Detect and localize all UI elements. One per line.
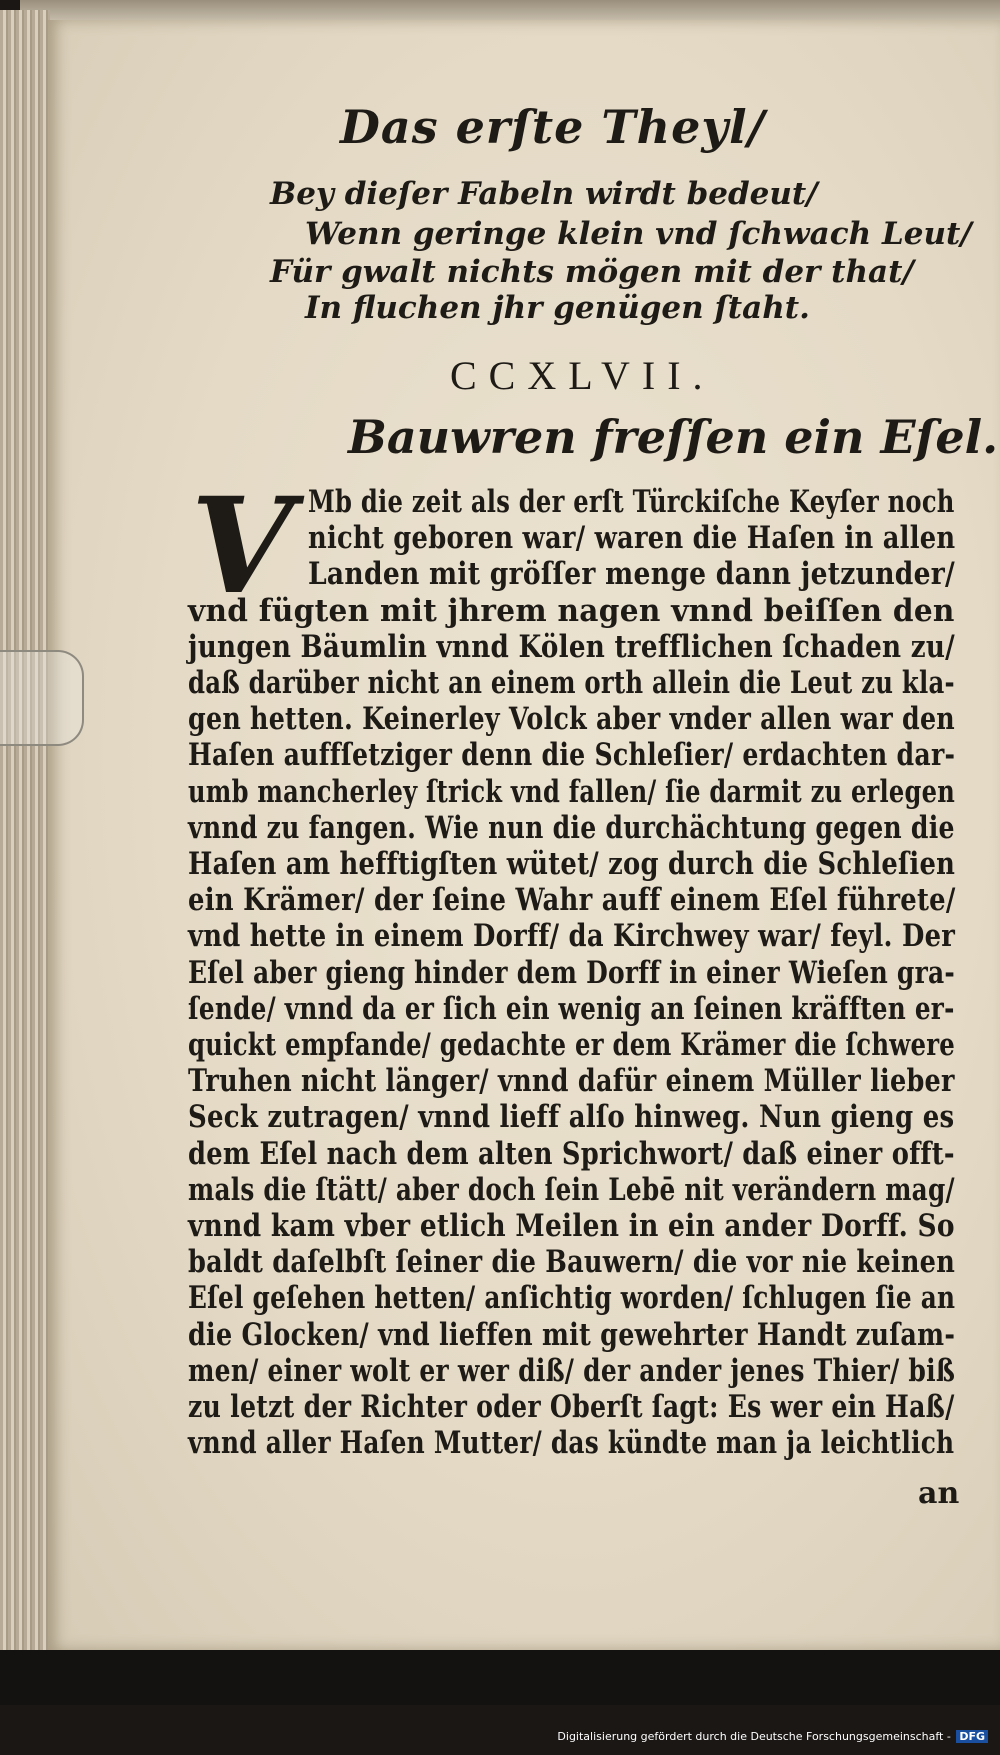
credit-text: Digitalisierung gefördert durch die Deutsche Forschungsgemeinschaft - xyxy=(557,1730,951,1743)
body-line: vnnd aller Haſen Mutter/ das kündte man ja leichtlich xyxy=(188,1425,955,1462)
body-line: jungen Bäumlin vnnd Kölen trefflichen ſchaden zu/ xyxy=(188,628,955,665)
decorated-initial: V xyxy=(190,469,294,624)
body-line: Haſen am hefftigſten wütet/ zog durch die Schleſien xyxy=(188,846,956,882)
body-line: dem Eſel nach dem alten Sprichwort/ daß einer offt- xyxy=(188,1135,955,1172)
body-line: vnd fügten mit jhrem nagen vnnd beiſſen den xyxy=(188,592,955,629)
catchword: an xyxy=(918,1476,960,1511)
body-line: quickt empfande/ gedachte er dem Krämer die ſchwere xyxy=(188,1027,956,1063)
body-line: vnnd zu fangen. Wie nun die durchächtung gegen die xyxy=(188,809,955,846)
verse-line-1: Bey dieſer Fabeln wirdt bedeut/ xyxy=(270,176,818,212)
body-line: ein Krämer/ der ſeine Wahr auff einem Eſel führete/ xyxy=(188,882,956,919)
body-line: baldt daſelbſt ſeiner die Bauwern/ die vor nie keinen xyxy=(188,1244,956,1281)
body-line: Landen mit gröſſer menge dann jetzunder/ xyxy=(308,556,955,593)
body-line: men/ einer wolt er wer diß/ der ander jenes Thier/ biß xyxy=(188,1352,956,1389)
body-line: vnnd kam vber etlich Meilen in ein ander Dorff. So xyxy=(188,1208,955,1244)
body-line: Seck zutragen/ vnnd lieff alſo hinweg. Nun gieng es xyxy=(188,1099,955,1136)
body-line: gen hetten. Keinerley Volck aber vnder allen war den xyxy=(188,701,955,738)
body-line: daß darüber nicht an einem orth allein die Leut zu kla- xyxy=(188,665,955,701)
body-line: vnd hette in einem Dorff/ da Kirchwey war/ feyl. Der xyxy=(188,918,956,955)
running-header: Das erſte Theyl/ xyxy=(340,100,766,154)
fable-number: CCXLVII. xyxy=(450,353,715,398)
body-line: mals die ſtätt/ aber doch ſein Lebē nit verändern mag/ xyxy=(188,1171,955,1208)
body-line: die Glocken/ vnd lieffen mit gewehrter Handt zuſam- xyxy=(188,1316,956,1353)
body-line: ſende/ vnnd da er ſich ein wenig an ſeinen kräfften er- xyxy=(188,990,955,1027)
verse-line-4: In fluchen jhr genügen ſtaht. xyxy=(305,290,810,326)
fable-title: Bauwren freſſen ein Eſel. xyxy=(348,410,999,464)
digitization-credit xyxy=(557,1730,988,1743)
body-line: Eſel aber gieng hinder dem Dorff in einer Wieſen gra- xyxy=(188,954,956,991)
body-line: Eſel geſehen hetten/ anſichtig worden/ ſchlugen ſie an xyxy=(188,1280,956,1317)
verse-line-3: Für gwalt nichts mögen mit der that/ xyxy=(270,254,914,290)
body-line: Mb die zeit als der erſt Türckiſche Keyſer noch xyxy=(308,484,955,520)
body-line: Truhen nicht länger/ vnnd dafür einem Müller lieber xyxy=(188,1063,955,1100)
body-line: zu letzt der Richter oder Oberſt ſagt: Es wer ein Haß/ xyxy=(188,1389,955,1425)
verse-line-2: Wenn geringe klein vnd ſchwach Leut/ xyxy=(305,216,972,252)
body-line: Haſen auffſetziger denn die Schleſier/ erdachten dar- xyxy=(188,737,956,774)
body-line: umb mancherley ſtrick vnd fallen/ ſie darmit zu erlegen xyxy=(188,773,956,810)
body-line: nicht geboren war/ waren die Haſen in allen xyxy=(308,520,956,557)
dfg-logo: DFG xyxy=(956,1730,988,1743)
